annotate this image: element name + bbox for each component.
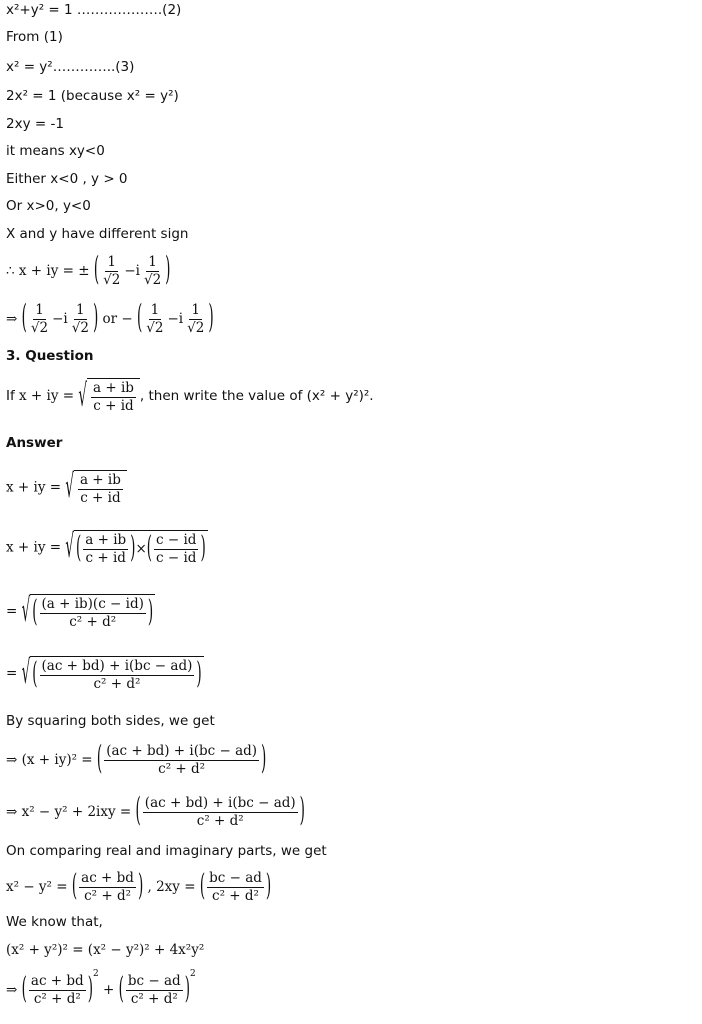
- left-paren: (: [93, 250, 100, 289]
- fraction: $\frac{bc - ad}{\text{c² + d²}}$: [209, 870, 262, 904]
- square-root: √ ( $\frac{(a + ib)(c - id)}{\text{c² + d²}}$ ): [21, 592, 154, 631]
- square-root: √ $\frac{a + ib}{c + id}$: [65, 470, 127, 506]
- fraction: $\frac{1}{√2}$: [30, 302, 49, 336]
- fraction: $\frac{(ac + bd) + i(bc - ad)}{\text{c² + d²}}$: [106, 743, 258, 777]
- equation-line: ⇒ (x + iy)² = ( $\frac{(ac + bd) + i(bc - ad)}{\text{c² + d²}}$ ): [6, 739, 267, 778]
- equation-line: = √ ( $\frac{(ac + bd) + i(bc - ad)}{\text{c² + d²}}$ ): [6, 654, 202, 693]
- fraction: $\frac{1}{√2}$: [187, 302, 205, 336]
- equation-line: ∴ x + iy = ± ( $\frac{1}{√2}$ −i $\frac{1}{√2}$ ): [6, 250, 171, 289]
- equation-line: 2xy = -1: [6, 116, 64, 132]
- equation-line: x + iy = √ $\frac{a + ib}{c + id}$: [6, 470, 127, 506]
- equation-line: ⇒ ( $\frac{1}{√2}$ −i $\frac{1}{√2}$ ) or − ( $\frac{1}{√2}$ −i $\frac{1}{√2}$ ): [6, 298, 214, 337]
- right-paren: ): [165, 250, 171, 289]
- square-root: √ $\frac{a + ib}{c + id}$: [78, 378, 140, 414]
- fraction: $\frac{(ac + bd) + i(bc - ad)}{\text{c² + d²}}$: [41, 658, 193, 692]
- fraction: $\frac{bc - ad}{\text{c² + d²}}$: [127, 973, 181, 1007]
- equation-line: x² − y² = ( $\frac{ac + bd}{\text{c² + d²}}$ ) , 2xy = ( $\frac{bc - ad}{\text{c² + d²}}$ ): [6, 868, 272, 904]
- left-paren: (: [137, 298, 143, 337]
- fraction: $\frac{ac + bd}{\text{c² + d²}}$: [81, 870, 134, 904]
- text-line: We know that,: [6, 914, 103, 930]
- equation-line: x + iy = √ ( $\frac{a + ib}{c + id}$ ) × ( $\frac{c - id}{c - id}$ ): [6, 528, 206, 567]
- text-line: From (1): [6, 29, 63, 45]
- fraction: $\frac{a + ib}{c + id}$: [85, 532, 127, 566]
- fraction: $\frac{ac + bd}{\text{c² + d²}}$: [30, 973, 84, 1007]
- question-text: If x + iy = √ $\frac{a + ib}{c + id}$ , then write the value of (x² + y²)².: [6, 378, 374, 415]
- fraction: $\frac{a + ib}{c + id}$: [93, 380, 134, 414]
- fraction: $\frac{1}{√2}$: [143, 254, 162, 288]
- fraction: $\frac{a + ib}{c + id}$: [79, 472, 121, 506]
- fraction: $\frac{1}{√2}$: [146, 302, 164, 336]
- square-root: √ ( $\frac{a + ib}{c + id}$ ) × ( $\frac{c - id}{c - id}$ ): [65, 528, 206, 567]
- equation-line: x²+y² = 1 ……………….(2): [6, 2, 182, 18]
- equation-line: ⇒ ( $\frac{ac + bd}{\text{c² + d²}}$ )$^2$ + ( $\frac{bc - ad}{\text{c² + d²}}$ )$^2$: [6, 969, 196, 1007]
- text-line: On comparing real and imaginary parts, we get: [6, 843, 327, 859]
- text-line: X and y have different sign: [6, 226, 189, 242]
- left-paren: (: [21, 298, 27, 337]
- or-label: or −: [102, 310, 133, 327]
- answer-heading: Answer: [6, 435, 63, 451]
- text-line: it means xy<0: [6, 143, 105, 159]
- equation-line: x² = y²…………..(3): [6, 59, 135, 75]
- fraction: $\frac{1}{√2}$: [71, 302, 89, 336]
- equation-lhs: ∴ x + iy = ±: [6, 262, 90, 279]
- fraction: $\frac{1}{√2}$: [103, 254, 121, 288]
- right-paren: ): [92, 298, 99, 337]
- fraction: $\frac{c - id}{c - id}$: [156, 532, 197, 566]
- equation-line: = √ ( $\frac{(a + ib)(c - id)}{\text{c² + d²}}$ ): [6, 592, 154, 631]
- equation-line: (x² + y²)² = (x² − y²)² + 4x²y²: [6, 942, 205, 958]
- text-line: Either x<0 , y > 0: [6, 171, 128, 187]
- fraction: $\frac{(a + ib)(c - id)}{\text{c² + d²}}$: [41, 596, 144, 630]
- equation-line: 2x² = 1 (because x² = y²): [6, 88, 179, 104]
- implies: ⇒: [6, 310, 18, 327]
- equation-line: ⇒ x² − y² + 2ixy = ( $\frac{(ac + bd) + i(bc - ad)}{\text{c² + d²}}$ ): [6, 791, 305, 830]
- fraction: $\frac{(ac + bd) + i(bc - ad)}{\text{c² + d²}}$: [144, 795, 296, 829]
- text-line: Or x>0, y<0: [6, 198, 91, 214]
- square-root: √ ( $\frac{(ac + bd) + i(bc - ad)}{\text{c² + d²}}$ ): [21, 654, 202, 693]
- question-heading: 3. Question: [6, 348, 94, 364]
- text-line: By squaring both sides, we get: [6, 713, 215, 729]
- right-paren: ): [208, 298, 214, 337]
